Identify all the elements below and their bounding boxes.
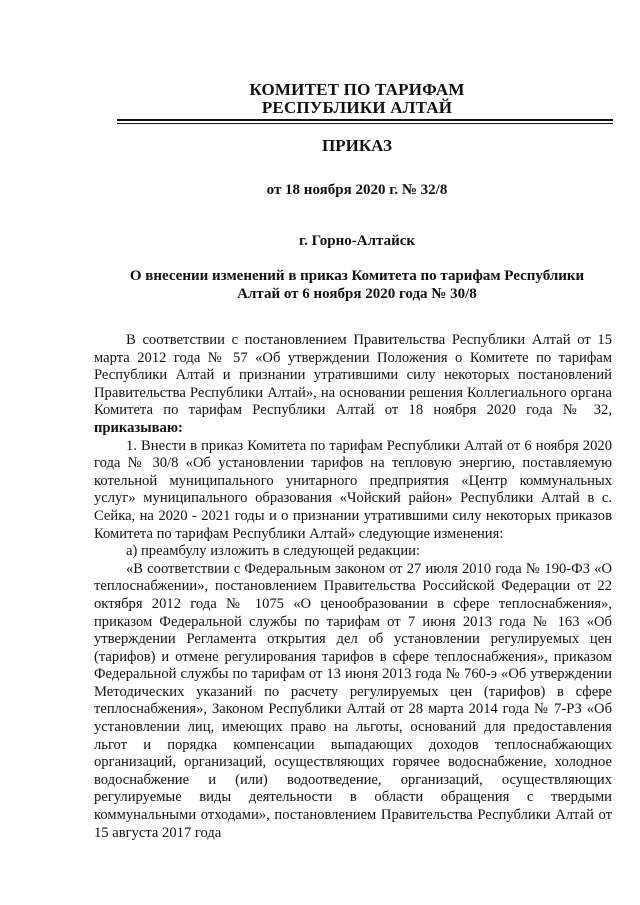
committee-name-line1: КОМИТЕТ ПО ТАРИФАМ (249, 80, 465, 99)
preamble-text: В соответствии с постановлением Правительства Республики Алтай от 15 марта 2012 года № 57 «Об утверждении Положения о Комитете по тарифам Республики Алтай и признании утратившими силу некоторых постановлений Правительства Республики Алтай», на основании решения Коллегиального органа Комитета по тарифам Республики Алтай от 18 ноября 2020 года № 32, (94, 332, 612, 419)
clause-1-paragraph: 1. Внести в приказ Комитета по тарифам Республики Алтай от 6 ноября 2020 года № 30/8 «Об установлении тарифов на тепловую энергию, поставляемую котельной муниципального унитарного предприятия «Центр коммунальных услуг» муниципального образования «Чойский район» Республики Алтай в с. Сейка, на 2020 - 2021 годы и о признании утратившими силу некоторых приказов Комитета по тарифам Республики Алтай» следующие изменения: (94, 437, 612, 542)
order-title: ПРИКАЗ (322, 136, 392, 155)
order-date: от 18 ноября 2020 г. № 32/8 (266, 182, 448, 198)
order-directive: приказываю: (94, 419, 183, 436)
header-divider (117, 119, 613, 121)
header-divider-thin (117, 123, 613, 124)
new-preamble-paragraph: «В соответствии с Федеральным законом от 27 июля 2010 года № 190-ФЗ «О теплоснабжении», постановлением Правительства Российской Федерации от 22 октября 2012 года № 1075 «О ценообразовании в сфере теплоснабжения», приказом Федеральной службы по тарифам от 7 июня 2013 года № 163 «Об утверждении Регламента открытия дел об установлении регулируемых цен (тарифов) и отмене регулирования тарифов в сфере теплоснабжения», приказом Федеральной службы по тарифам от 13 июня 2013 года № 760-э «Об утверждении Методических указаний по расчету регулируемых цен (тарифов) в сфере теплоснабжения», Законом Республики Алтай от 28 марта 2014 года № 7-РЗ «Об установлении лиц, имеющих право на льготы, оснований для предоставления льгот и порядка компенсации выпадающих доходов теплоснабжающих организаций, организаций, осуществляющих горячее водоснабжение, холодное водоснабжение и (или) водоотведение, организаций, осуществляющих регулируемые виды деятельности в области обращения с твердыми коммунальными отходами», постановлением Правительства Республики Алтай от 15 августа 2017 года (94, 560, 612, 841)
order-body (94, 332, 612, 842)
committee-name-line2: РЕСПУБЛИКИ АЛТАЙ (261, 98, 453, 117)
preamble-paragraph (94, 332, 612, 438)
order-subject-line2: Алтай от 6 ноября 2020 года № 30/8 (237, 286, 477, 302)
clause-1a-paragraph: а) преамбулу изложить в следующей редакции: (126, 543, 421, 560)
city: г. Горно-Алтайск (298, 233, 416, 249)
order-subject-line1: О внесении изменений в приказ Комитета по тарифам Республики (129, 268, 585, 284)
